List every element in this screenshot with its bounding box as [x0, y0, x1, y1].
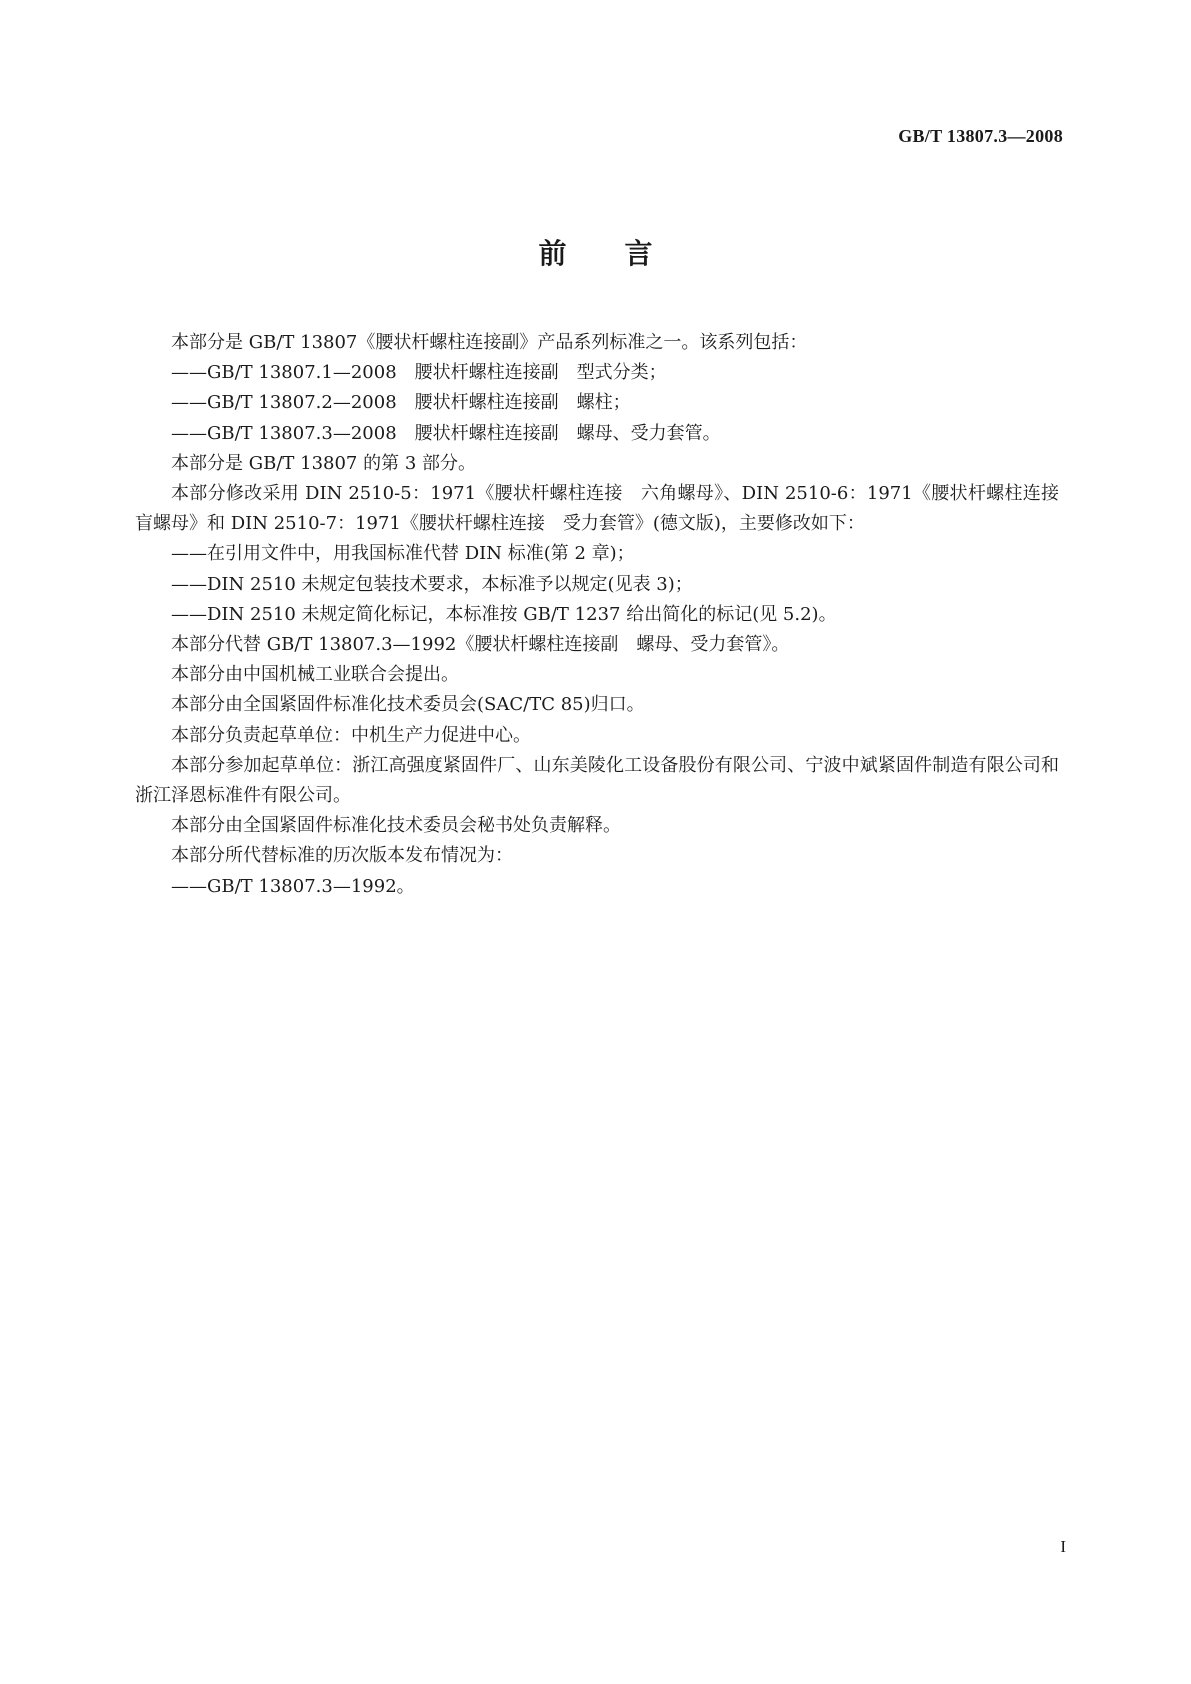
foreword-body	[135, 328, 1077, 902]
list-item-history-1: ——GB/T 13807.3—1992。	[171, 875, 415, 897]
paragraph-part-number: 本部分是 GB/T 13807 的第 3 部分。	[171, 452, 476, 474]
paragraph-history-intro: 本部分所代替标准的历次版本发布情况为：	[171, 845, 513, 867]
title-char-2: 言	[624, 237, 653, 270]
paragraph-participating-units: 本部分参加起草单位：浙江高强度紧固件厂、山东美陵化工设备股份有限公司、宁波中斌紧固件制造有限公司和浙江泽恩标准件有限公司。	[135, 754, 1059, 807]
list-item-change-1: ——在引用文件中，用我国标准代替 DIN 标准(第 2 章)；	[171, 543, 635, 565]
paragraph-centralized-by: 本部分由全国紧固件标准化技术委员会(SAC/TC 85)归口。	[171, 694, 645, 716]
paragraph-intro: 本部分是 GB/T 13807《腰状杆螺柱连接副》产品系列标准之一。该系列包括：	[171, 332, 808, 353]
paragraph-drafting-unit: 本部分负责起草单位：中机生产力促进中心。	[171, 724, 531, 746]
standard-code-header: GB/T 13807.3—2008	[898, 126, 1063, 146]
paragraph-interpretation: 本部分由全国紧固件标准化技术委员会秘书处负责解释。	[171, 815, 621, 837]
paragraph-adoption: 本部分修改采用 DIN 2510-5：1971《腰状杆螺柱连接 六角螺母》、DIN 2510-6：1971《腰状杆螺柱连接 盲螺母》和 DIN 2510-7：1971《腰状杆螺柱连接 受力套管》(德文版)，主要修改如下：	[135, 483, 1077, 535]
list-item-part3: ——GB/T 13807.3—2008 腰状杆螺柱连接副 螺母、受力套管。	[171, 422, 721, 444]
page-title	[0, 232, 1191, 272]
title-char-1: 前	[538, 237, 567, 270]
list-item-part2: ——GB/T 13807.2—2008 腰状杆螺柱连接副 螺柱；	[171, 392, 631, 414]
list-item-part1: ——GB/T 13807.1—2008 腰状杆螺柱连接副 型式分类；	[171, 362, 667, 384]
list-item-change-3: ——DIN 2510 未规定简化标记，本标准按 GB/T 1237 给出简化的标记(见 5.2)。	[171, 603, 837, 625]
page-number: I	[1060, 1537, 1066, 1556]
paragraph-proposed-by: 本部分由中国机械工业联合会提出。	[171, 664, 459, 686]
paragraph-replaces: 本部分代替 GB/T 13807.3—1992《腰状杆螺柱连接副 螺母、受力套管》。	[171, 634, 790, 656]
list-item-change-2: ——DIN 2510 未规定包装技术要求，本标准予以规定(见表 3)；	[171, 573, 693, 595]
